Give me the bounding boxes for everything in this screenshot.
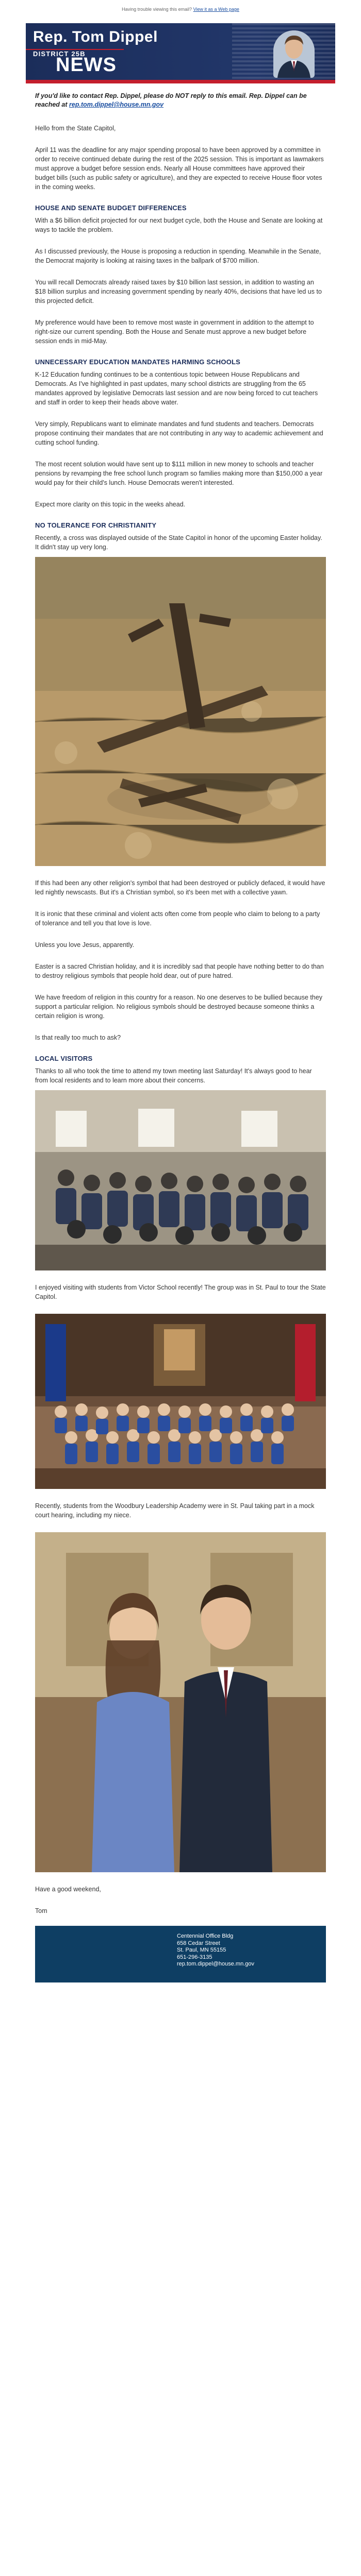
- paragraph: We have freedom of religion in this country for a reason. No one deserves to be bullied because they support a particular religion. No religious symbols should be destroyed because someone thinks a certain religion is wrong.: [35, 994, 323, 1020]
- paragraph: Easter is a sacred Christian holiday, and it is incredibly sad that people have nothing better to do than to destroy religious symbols that people hold dear, out of pure hatred.: [35, 963, 324, 979]
- paragraph: As I discussed previously, the House is proposing a reduction in spending. Meanwhile in the Senate, the Democrat majority is looking at raising taxes in the ballpark of $700 million.: [35, 248, 321, 264]
- signature: Tom: [35, 1907, 47, 1914]
- paragraph: If this had been any other religion's symbol that had been destroyed or publicly defaced, it would have led nightly newscasts. But it's a Christian symbol, so it's been met with a collective yawn.: [35, 879, 325, 896]
- address-line: Centennial Office Bldg: [177, 1933, 234, 1939]
- paragraph: April 11 was the deadline for any major spending proposal to have been approved by a committee in order to receive continued debate during the rest of the 2025 session. This is important as lawmakers must approve a budget before session ends. Nearly all House committees have approved their budget bills (such as public safety or agriculture), and they are expected to receive House floor votes in the coming weeks.: [35, 146, 324, 191]
- paragraph: The most recent solution would have sent up to $111 million in new money to schools and teacher pensions by revamping the free school lunch program so families making more than $150,000 a year would pay for their child's lunch. House Democrats weren't interested.: [35, 461, 323, 486]
- paragraph: With a $6 billion deficit projected for our next budget cycle, both the House and Senate are looking at ways to tackle the problem.: [35, 217, 323, 233]
- paragraph: Is that really too much to ask?: [35, 1034, 121, 1041]
- contact-note-text: If you'd like to contact Rep. Dippel, please do NOT reply to this email. Rep. Dippel can be reached at: [35, 92, 307, 108]
- paragraph: Recently, a cross was displayed outside of the State Capitol in honor of the upcoming Easter holiday. It didn't stay up very long.: [35, 534, 322, 551]
- paragraph: Very simply, Republicans want to eliminate mandates and fund students and teachers. Democrats propose continuing their mandates that are not contributing in any way to academic achievement and cutting school funding.: [35, 420, 323, 446]
- address-line: St. Paul, MN 55155: [177, 1947, 226, 1953]
- banner-news: NEWS: [56, 54, 117, 76]
- preheader: [0, 0, 361, 17]
- email-body: [26, 92, 335, 1982]
- address-line: 658 Cedar Street: [177, 1940, 220, 1946]
- email-container: [26, 23, 335, 1982]
- office-contact-box: [35, 1926, 326, 1982]
- photo-caption: Recently, students from the Woodbury Leadership Academy were in St. Paul taking part in a mock court hearing, including my niece.: [35, 1502, 315, 1519]
- greeting: Hello from the State Capitol,: [35, 125, 116, 132]
- photo-caption: I enjoyed visiting with students from Victor School recently! The group was in St. Paul to tour the State Capitol.: [35, 1284, 326, 1300]
- contact-note: [35, 92, 326, 109]
- representative-portrait: [273, 30, 315, 78]
- closing: Have a good weekend,: [35, 1886, 101, 1893]
- paragraph: K-12 Education funding continues to be a contentious topic between House Republicans and Democrats. As I've highlighted in past updates, many school districts are struggling from the 65 mandates approved by legislative Democrats last session and are now being forced to cut teachers and staff in order to keep their heads above water.: [35, 371, 318, 406]
- paragraph: You will recall Democrats already raised taxes by $10 billion last session, in addition to wasting an $18 billion surplus and increasing government spending by nearly 40%, decisions that have led us to this projected deficit.: [35, 279, 322, 304]
- office-email[interactable]: rep.tom.dippel@house.mn.gov: [177, 1961, 254, 1967]
- victor-school-photo: [35, 1314, 326, 1489]
- paragraph: Thanks to all who took the time to attend my town meeting last Saturday! It's always good to hear from local residents and to learn more about their concerns.: [35, 1067, 312, 1084]
- banner-title: Rep. Tom Dippel: [33, 28, 158, 45]
- contact-email-link[interactable]: rep.tom.dippel@house.mn.gov: [69, 101, 164, 108]
- section-heading: UNNECESSARY EDUCATION MANDATES HARMING SCHOOLS: [35, 358, 241, 366]
- preheader-text: Having trouble viewing this email?: [122, 7, 192, 12]
- destroyed-cross-photo: [35, 557, 326, 866]
- section-heading: NO TOLERANCE FOR CHRISTIANITY: [35, 521, 157, 529]
- paragraph: Unless you love Jesus, apparently.: [35, 941, 135, 948]
- view-web-link[interactable]: View it as a Web page: [193, 7, 239, 12]
- woodbury-students-photo: [35, 1532, 326, 1872]
- paragraph: My preference would have been to remove most waste in government in addition to the attempt to right-size our current spending. Both the House and Senate must approve a new budget before session ends in mid-May.: [35, 319, 314, 345]
- banner-district: DISTRICT 25B: [33, 50, 86, 58]
- section-heading: HOUSE AND SENATE BUDGET DIFFERENCES: [35, 204, 187, 212]
- header-banner: [26, 23, 335, 83]
- phone-number: 651-296-3135: [177, 1954, 212, 1960]
- town-meeting-photo: [35, 1090, 326, 1270]
- office-address: [177, 1933, 254, 1968]
- paragraph: Expect more clarity on this topic in the weeks ahead.: [35, 501, 186, 508]
- section-heading: LOCAL VISITORS: [35, 1055, 93, 1062]
- paragraph: It is ironic that these criminal and violent acts often come from people who claim to belong to a party of tolerance and tell you that love is love.: [35, 910, 320, 927]
